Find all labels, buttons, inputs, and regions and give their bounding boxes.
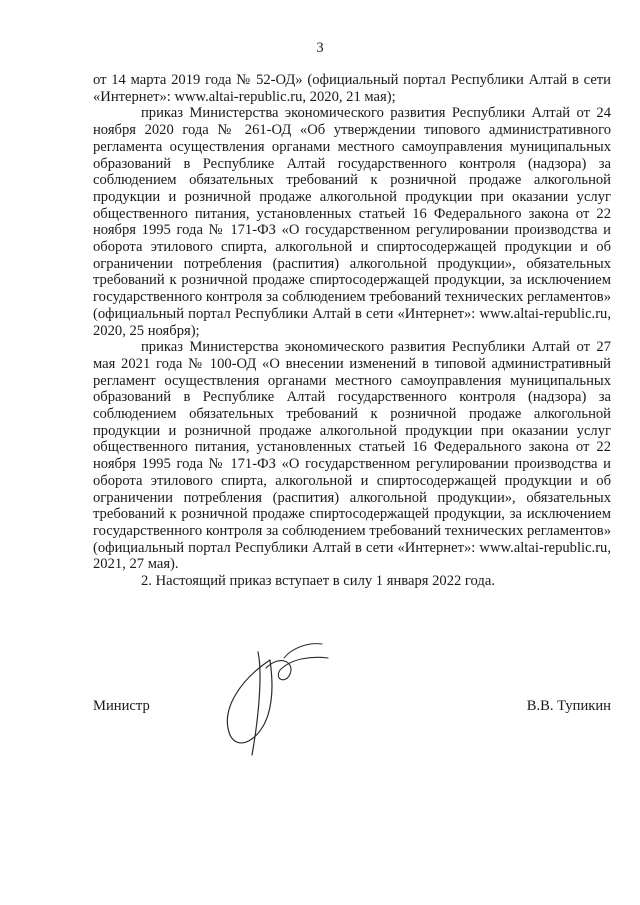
document-body [93,72,611,590]
signature-block [93,698,611,718]
paragraph-order-100: приказ Министерства экономического развития Республики Алтай от 27 мая 2021 года № 100-ОД «О внесении изменений в типовой административный регламент осуществления органами местного самоуправления муниципальных образований в Республике Алтай государственного контроля (надзора) за соблюдением обязательных требований к розничной продаже алкогольной продукции и розничной продаже алкогольной продукции при оказании услуг общественного питания, установленных статьей 16 Федерального закона от 22 ноября 1995 года № 171-ФЗ «О государственном регулировании производства и оборота этилового спирта, алкогольной и спиртосодержащей продукции и об ограничении потребления (распития) алкогольной продукции», обязательных требований к розничной продаже спиртосодержащей продукции, за исключением государственного контроля за соблюдением требований технических регламентов» (официальный портал Республики Алтай в сети «Интернет»: www.altai-republic.ru, 2021, 27 мая). [93,339,611,573]
paragraph-continuation: от 14 марта 2019 года № 52-ОД» (официальный портал Республики Алтай в сети «Интернет»: www.altai-republic.ru, 2020, 21 мая); [93,72,611,105]
paragraph-effective-date: 2. Настоящий приказ вступает в силу 1 января 2022 года. [141,573,495,590]
paragraph-order-261: приказ Министерства экономического развития Республики Алтай от 24 ноября 2020 года № 261-ОД «Об утверждении типового административного регламента осуществления органами местного самоуправления муниципальных образований в Республике Алтай государственного контроля (надзора) за соблюдением обязательных требований к розничной продаже алкогольной продукции и розничной продаже алкогольной продукции при оказании услуг общественного питания, установленных статьей 16 Федерального закона от 22 ноября 1995 года № 171-ФЗ «О государственном регулировании производства и оборота этилового спирта, алкогольной и спиртосодержащей продукции и об ограничении потребления (распития) алкогольной продукции», обязательных требований к розничной продаже спиртосодержащей продукции, за исключением государственного контроля за соблюдением требований технических регламентов» (официальный портал Республики Алтай в сети «Интернет»: www.altai-republic.ru, 2020, 25 ноября); [93,105,611,339]
page-number: 3 [316,40,324,56]
signer-title: Министр [93,698,150,714]
signer-name: В.В. Тупикин [526,698,611,714]
